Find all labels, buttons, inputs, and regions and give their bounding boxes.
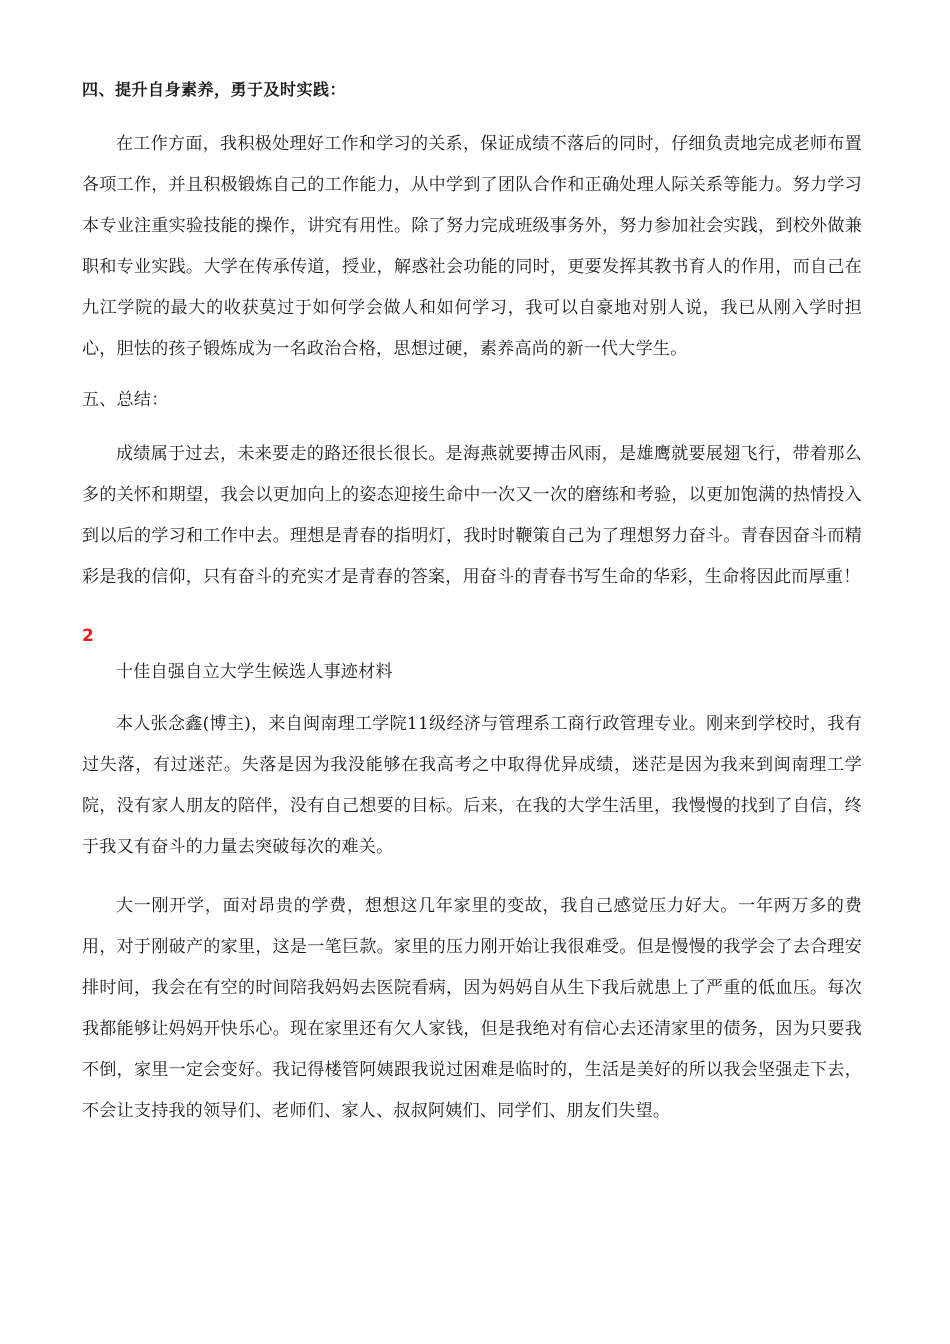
section-4-paragraph: 在工作方面，我积极处理好工作和学习的关系，保证成绩不落后的同时，仔细负责地完成老师布置各项工作，并且积极锻炼自己的工作能力，从中学到了团队合作和正确处理人际关系等能力。努力学习本专业注重实验技能的操作，讲究有用性。除了努力完成班级事务外，努力参加社会实践，到校外做兼职和专业实践。大学在传承传道，授业，解惑社会功能的同时，更要发挥其教书育人的作用，而自己在九江学院的最大的收获莫过于如何学会做人和如何学习，我可以自豪地对别人说，我已从刚入学时担心，胆怯的孩子锻炼成为一名政治合格，思想过硬，素养高尚的新一代大学生。: [82, 134, 862, 359]
article-title: 十佳自强自立大学生候选人事迹材料: [116, 662, 393, 682]
document-page: [82, 78, 862, 1150]
article-paragraph-2: 大一刚开学，面对昂贵的学费，想想这几年家里的变故，我自己感觉压力好大。一年两万多的费用，对于刚破产的家里，这是一笔巨款。家里的压力刚开始让我很难受。但是慢慢的我学会了去合理安排时间，我会在有空的时间陪我妈妈去医院看病，因为妈妈自从生下我后就患上了严重的低血压。每次我都能够让妈妈开快乐心。现在家里还有欠人家钱，但是我绝对有信心去还清家里的债务，因为只要我不倒，家里一定会变好。我记得楼管阿姨跟我说过困难是临时的，生活是美好的所以我会坚强走下去，不会让支持我的领导们、老师们、家人、叔叔阿姨们、同学们、朋友们失望。: [82, 896, 862, 1121]
section-4-heading: 四、提升自身素养，勇于及时实践：: [82, 80, 347, 99]
section-5-paragraph: 成绩属于过去，未来要走的路还很长很长。是海燕就要搏击风雨，是雄鹰就要展翅飞行，带着那么多的关怀和期望，我会以更加向上的姿态迎接生命中一次又一次的磨练和考验，以更加饱满的热情投入到以后的学习和工作中去。理想是青春的指明灯，我时时鞭策自己为了理想努力奋斗。青春因奋斗而精彩是我的信仰，只有奋斗的充实才是青春的答案，用奋斗的青春书写生命的华彩，生命将因此而厚重！: [82, 444, 862, 587]
article-paragraph-1: 本人张念鑫(博主)，来自闽南理工学院11级经济与管理系工商行政管理专业。刚来到学校时，我有过失落，有过迷茫。失落是因为我没能够在我高考之中取得优异成绩，迷茫是因为我来到闽南理工学院，没有家人朋友的陪伴，没有自己想要的目标。后来，在我的大学生活里，我慢慢的找到了自信，终于我又有奋斗的力量去突破每次的难关。: [82, 714, 862, 857]
section-5-heading: 五、总结：: [82, 390, 169, 410]
article-number: 2: [82, 626, 94, 646]
